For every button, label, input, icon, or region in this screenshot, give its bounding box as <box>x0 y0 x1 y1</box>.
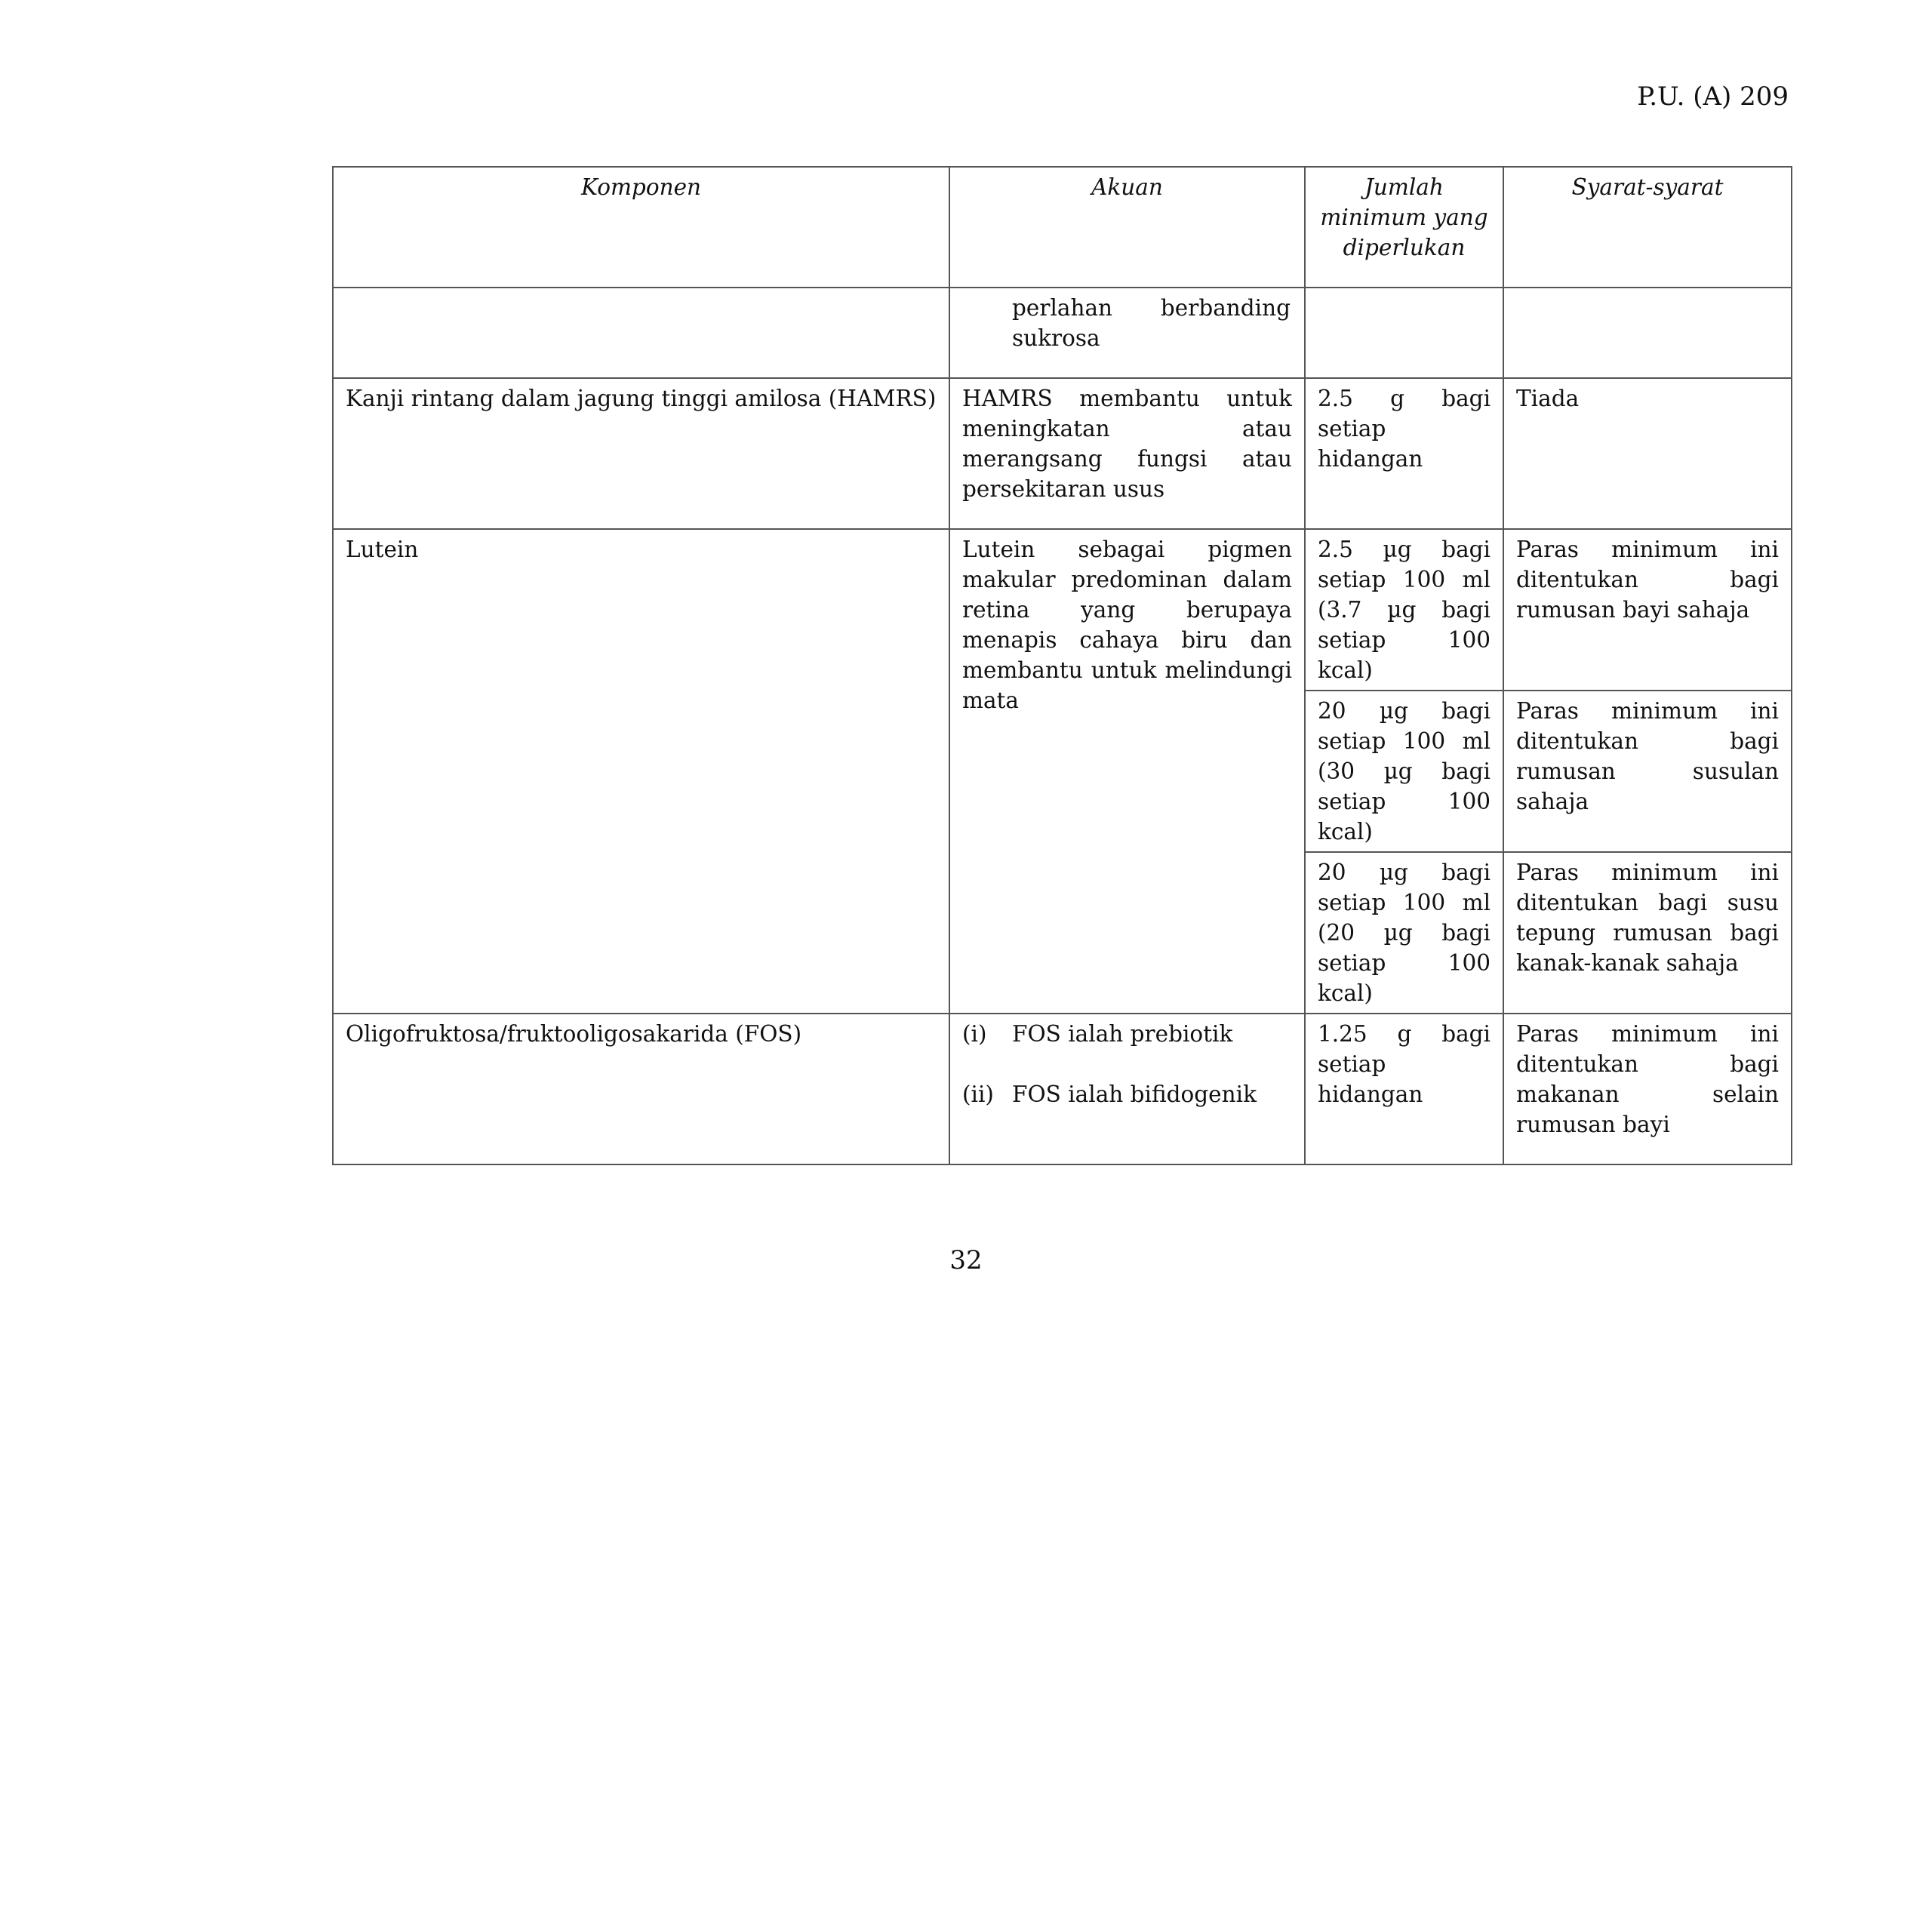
cell-akuan-fos <box>949 1014 1305 1164</box>
cell-syarat-lutein-3: Paras minimum ini ditentukan bagi susu tepung rumusan bagi kanak-kanak sahaja <box>1503 852 1792 1014</box>
cell-syarat-fos: Paras minimum ini ditentukan bagi makanan selain rumusan bayi <box>1503 1014 1792 1164</box>
cell-empty <box>1305 288 1503 378</box>
cell-jumlah-lutein-3: 20 µg bagi setiap 100 ml (20 µg bagi setiap 100 kcal) <box>1305 852 1503 1014</box>
header-syarat: Syarat-syarat <box>1503 167 1792 288</box>
table-row-continuation <box>333 288 1792 378</box>
claims-table <box>332 166 1792 1165</box>
cell-empty <box>1503 288 1792 378</box>
cell-jumlah-lutein-2: 20 µg bagi setiap 100 ml (30 µg bagi setiap 100 kcal) <box>1305 691 1503 852</box>
page-reference: P.U. (A) 209 <box>1637 82 1789 112</box>
cell-jumlah-hamrs: 2.5 g bagi setiap hidangan <box>1305 378 1503 529</box>
list-item-text: FOS ialah prebiotik <box>1012 1021 1233 1047</box>
cell-empty <box>333 288 949 378</box>
list-item-number: (ii) <box>962 1081 994 1107</box>
table-header-row <box>333 167 1792 288</box>
cell-syarat-lutein-2: Paras minimum ini ditentukan bagi rumusan susulan sahaja <box>1503 691 1792 852</box>
cell-komponen-lutein: Lutein <box>333 529 949 1014</box>
cell-akuan-continuation <box>949 288 1305 378</box>
header-jumlah: Jumlah minimum yang diperlukan <box>1305 167 1503 288</box>
header-komponen: Komponen <box>333 167 949 288</box>
list-item-text: FOS ialah bifidogenik <box>1012 1081 1257 1107</box>
cell-komponen-hamrs: Kanji rintang dalam jagung tinggi amilosa (HAMRS) <box>333 378 949 529</box>
cell-jumlah-fos: 1.25 g bagi setiap hidangan <box>1305 1014 1503 1164</box>
table-row-hamrs <box>333 378 1792 529</box>
cell-syarat-hamrs: Tiada <box>1503 378 1792 529</box>
cell-akuan-lutein: Lutein sebagai pigmen makular predominan dalam retina yang berupaya menapis cahaya biru dan membantu untuk melindungi mata <box>949 529 1305 1014</box>
cell-komponen-fos: Oligofruktosa/fruktooligosakarida (FOS) <box>333 1014 949 1164</box>
page-number: 32 <box>949 1245 983 1275</box>
table-row-lutein <box>333 529 1792 691</box>
akuan-continuation-text: perlahan berbanding sukrosa <box>1012 295 1291 351</box>
cell-akuan-hamrs: HAMRS membantu untuk meningkatan atau merangsang fungsi atau persekitaran usus <box>949 378 1305 529</box>
header-akuan: Akuan <box>949 167 1305 288</box>
akuan-list-item <box>962 1079 1292 1109</box>
akuan-list-item <box>962 1019 1292 1049</box>
cell-syarat-lutein-1: Paras minimum ini ditentukan bagi rumusan bayi sahaja <box>1503 529 1792 691</box>
list-item-number: (i) <box>962 1021 987 1047</box>
table-row-fos <box>333 1014 1792 1164</box>
cell-jumlah-lutein-1: 2.5 µg bagi setiap 100 ml (3.7 µg bagi setiap 100 kcal) <box>1305 529 1503 691</box>
